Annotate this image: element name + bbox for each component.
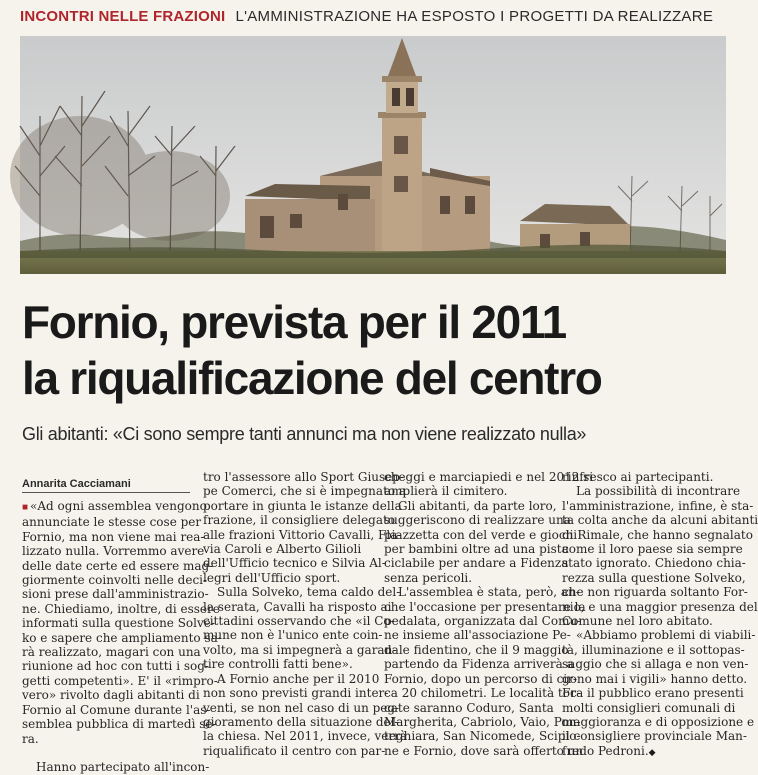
text-line: frazione, il consigliere delegato (203, 513, 396, 528)
text-line: piazzetta con del verde e giochi (384, 527, 578, 542)
text-line: tà, illuminazione e il sottopas- (562, 642, 745, 657)
text-line: gono mai i vigili» hanno detto. (562, 671, 748, 686)
text-line: riunione ad hoc con tutti i sog- (22, 659, 209, 674)
text-line: nio, e una maggior presenza del (562, 599, 758, 614)
text-line: cittadini osservando che «il Co- (203, 614, 395, 629)
text-line: di Rimale, che hanno segnalato (562, 527, 753, 542)
text-line: cheggi e marciapiedi e nel 2012 si (384, 470, 594, 484)
end-marker: ◆ (648, 747, 656, 758)
text-column-1 (22, 499, 222, 775)
text-line: mune non è l'unico ente coin- (203, 628, 383, 643)
section-rubric (20, 6, 725, 28)
text-line: Hanno partecipato all'incon- (36, 760, 210, 775)
text-line: tire controlli fatti bene». (203, 657, 353, 672)
text-line: rinfresco ai partecipanti. (562, 470, 714, 484)
text-line: per bambini oltre ad una pista (384, 542, 569, 557)
text-column-3 (384, 470, 594, 758)
text-line: informati sulla questione Solve- (22, 616, 215, 631)
text-line: volto, ma si impegnerà a garan- (203, 642, 397, 657)
text-line: l'amministrazione, infine, è sta- (562, 498, 754, 513)
church-photo (20, 36, 726, 274)
text-line: partendo da Fidenza arriverà a (384, 657, 574, 672)
text-line: amplierà il cimitero. (384, 484, 508, 499)
headline-line-1: Fornio, prevista per il 2011 (22, 296, 566, 348)
text-line: la serata, Cavalli ha risposto ai (203, 599, 392, 614)
text-line: molti consiglieri comunali di (562, 700, 736, 715)
text-line: che l'occasione per presentare la (384, 599, 586, 614)
text-line: ne insieme all'associazione Pe- (384, 628, 571, 643)
text-line: maggioranza e di opposizione e (562, 714, 755, 729)
text-line: ciclabile per andare a Fidenza (384, 556, 569, 571)
text-line: giormente coinvolti nelle deci- (22, 573, 208, 588)
text-line: delle date certe ed essere mag- (22, 558, 214, 573)
text-line: pedalata, organizzata dal Comu- (384, 614, 582, 629)
text-line: ne e Fornio, dove sarà offerto un (384, 743, 584, 758)
text-line: ko e sapere che ampliamento sa- (22, 630, 222, 645)
text-line: vero» rivolto dagli abitanti di (22, 688, 200, 703)
rubric-subtitle: L'AMMINISTRAZIONE HA ESPOSTO I PROGETTI DA REALIZZARE (235, 8, 714, 25)
church-illustration (20, 36, 726, 274)
text-line: suggeriscono di realizzare una (384, 513, 571, 528)
headline-line-2: la riqualificazione del centro (22, 352, 602, 404)
text-line: Gli abitanti, da parte loro, (398, 498, 557, 513)
text-line: riqualificato il centro con par- (203, 743, 386, 758)
text-line: tro l'assessore allo Sport Giusep- (203, 470, 405, 484)
text-line: rà realizzato, magari con una (22, 645, 201, 660)
text-line: Comune nel loro abitato. (562, 614, 713, 629)
text-line: dale fidentino, che il 9 maggio (384, 642, 569, 657)
text-line: Fornio, ma non viene mai rea- (22, 529, 205, 544)
text-line: Sulla Solveko, tema caldo del- (217, 585, 401, 600)
text-line: annunciate le stesse cose per (22, 515, 202, 530)
text-line: alle frazioni Vittorio Cavalli, Fla- (203, 527, 402, 542)
text-line: portare in giunta le istanze della (203, 498, 402, 513)
summary: Gli abitanti: «Ci sono sempre tanti annunci ma non viene realizzato nulla» (22, 424, 587, 444)
text-line: non sono previsti grandi inter- (203, 686, 389, 701)
text-line: saggio che si allaga e non ven- (562, 657, 749, 672)
text-line (22, 746, 192, 760)
text-line: cate saranno Coduro, Santa (384, 700, 554, 715)
text-line: ca 20 chilometri. Le località toc- (384, 686, 581, 701)
text-line: il consigliere provinciale Man- (562, 729, 747, 744)
text-line: A Fornio anche per il 2010 (217, 671, 380, 686)
text-line: venti, se non nel caso di un peg- (203, 700, 400, 715)
text-column-4 (562, 470, 758, 760)
byline-divider (22, 492, 190, 493)
text-line: La possibilità di incontrare (576, 484, 741, 499)
text-line: teghiara, San Nicomede, Scipio- (384, 729, 581, 744)
opening-marker: ■ (22, 502, 29, 513)
text-line: gioramento della situazione del- (203, 714, 399, 729)
text-line: Fornio al Comune durante l'as- (22, 702, 211, 717)
text-line: fredo Pedroni.◆ (562, 743, 656, 758)
text-line: stato ignorato. Chiedono chia- (562, 556, 746, 571)
text-line: getti competenti». E' il «rimpro- (22, 673, 218, 688)
text-line: senza pericoli. (384, 570, 473, 585)
text-line: dell'Ufficio tecnico e Silvia Al- (203, 556, 386, 571)
text-line: Fornio, dopo un percorso di cir- (384, 671, 578, 686)
text-line: ne. Chiediamo, inoltre, di essere (22, 601, 220, 616)
section-label: INCONTRI NELLE FRAZIONI (20, 8, 226, 25)
byline: Annarita Cacciamani (22, 478, 131, 490)
text-line: L'assemblea è stata, però, an- (398, 585, 580, 600)
text-line: sioni prese dall'amministrazio- (22, 587, 209, 602)
text-line: Fra il pubblico erano presenti (562, 686, 744, 701)
text-line: lizzato nulla. Vorremmo avere (22, 544, 205, 559)
text-line: che non riguarda soltanto For- (562, 585, 748, 600)
text-column-2 (203, 470, 407, 758)
text-line: come il loro paese sia sempre (562, 542, 743, 557)
text-line: semblea pubblica di martedì se- (22, 717, 217, 732)
text-line: «Abbiamo problemi di viabili- (576, 628, 756, 643)
text-line: pe Comerci, che si è impegnato a (203, 484, 407, 499)
text-line: ■ «Ad ogni assemblea vengono (22, 499, 207, 513)
text-line: la chiesa. Nel 2011, invece, verrà (203, 729, 407, 744)
text-line: Margherita, Cabriolo, Vaio, Pon- (384, 714, 581, 729)
text-line: via Caroli e Alberto Gilioli (203, 542, 362, 557)
text-line: ra. (22, 731, 39, 746)
text-line: legri dell'Ufficio sport. (203, 570, 341, 585)
text-line: ta colta anche da alcuni abitanti (562, 513, 758, 528)
text-line: rezza sulla questione Solveko, (562, 570, 746, 585)
